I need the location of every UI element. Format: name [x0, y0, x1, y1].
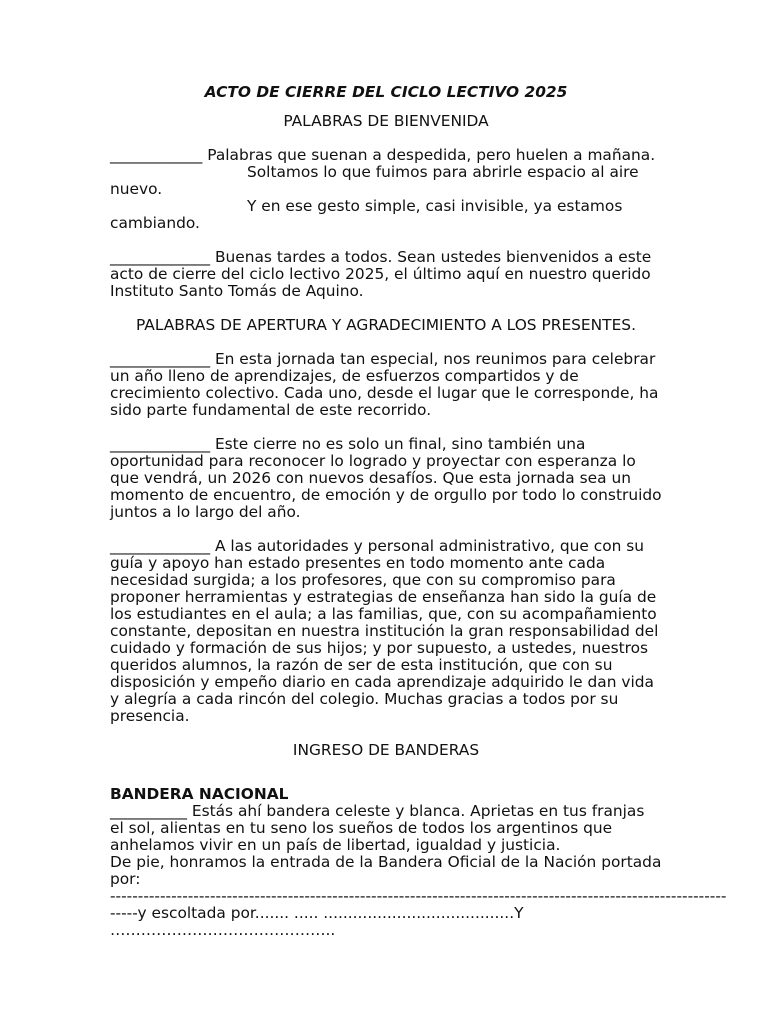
opening-text-2: Este cierre no es solo un final, sino también una oportunidad para reconocer lo logrado y proyectar con esperanza lo que vendrá, un 2026 con nuevos desafíos. Que esta jornada sea un momento de encuentro, de emoción y de orgullo por todo lo construido juntos a lo largo del año. [110, 435, 662, 521]
thanks-paragraph [110, 538, 662, 725]
section-heading-flags: INGRESO DE BANDERAS [292, 741, 480, 759]
opening-paragraph-1 [110, 351, 662, 419]
fill-in-dash-line: --------------------------------------------------------------------------------------------------------------- [110, 887, 727, 905]
thanks-text: A las autoridades y personal administrativo, que con su guía y apoyo han estado presentes en todo momento ante cada necesidad surgida; a los profesores, que con su compromiso para proponer herramientas y estrategias de enseñanza han sido la guía de los estudiantes en el aula; a las familias, que, con su acompañamiento constante, depositan en nuestra institución la gran responsabilidad del cuidado y formación de sus hijos; y por supuesto, a ustedes, nuestros queridos alumnos, la razón de ser de esta institución, que con su disposición y empeño diario en cada aprendizaje adquirido le dan vida y alegría a cada rincón del colegio. Muchas gracias a todos por su presencia. [110, 537, 659, 725]
flag-paragraph [110, 803, 662, 854]
welcome-line-5: cambiando. [110, 214, 200, 232]
opening-text-1: En esta jornada tan especial, nos reunimos para celebrar un año lleno de aprendizajes, de esfuerzos compartidos y de crecimiento colectivo. Cada uno, desde el lugar que le corresponde, ha sido parte fundamental de este recorrido. [110, 350, 659, 419]
welcome-paragraph [110, 147, 662, 232]
flag-subheading: BANDERA NACIONAL [110, 785, 289, 803]
welcome-text-1: Palabras que suenan a despedida, pero huelen a mañana. [202, 146, 656, 164]
speaker-blank: _____________ [110, 435, 211, 453]
welcome-line-3: nuevo. [110, 180, 163, 198]
document-title: ACTO DE CIERRE DEL CICLO LECTIVO 2025 [204, 83, 568, 101]
welcome-line-2: Soltamos lo que fuimos para abrirle espacio al aire [247, 163, 639, 181]
section-heading-welcome: PALABRAS DE BIENVENIDA [283, 112, 489, 130]
speaker-blank: ____________ [110, 146, 203, 164]
greeting-paragraph [110, 249, 662, 300]
flag-entrance-text: De pie, honramos la entrada de la Bandera Oficial de la Nación portada por: [110, 853, 662, 888]
welcome-line-1 [110, 147, 662, 164]
speaker-blank: _____________ [110, 350, 211, 368]
welcome-line-4: Y en ese gesto simple, casi invisible, ya estamos [247, 197, 623, 215]
speaker-blank: __________ [110, 802, 187, 820]
dots-line: …………………………………….. [110, 921, 336, 939]
escort-line: -----y escoltada por....... ..... .......................................Y [110, 904, 524, 922]
speaker-blank: _____________ [110, 248, 211, 266]
greeting-text: Buenas tardes a todos. Sean ustedes bienvenidos a este acto de cierre del ciclo lectivo 2025, el último aquí en nuestro querido Instituto Santo Tomás de Aquino. [110, 248, 652, 300]
section-heading-opening: PALABRAS DE APERTURA Y AGRADECIMIENTO A LOS PRESENTES. [136, 316, 636, 334]
speaker-blank: _____________ [110, 537, 211, 555]
opening-paragraph-2 [110, 436, 662, 521]
flag-text: Estás ahí bandera celeste y blanca. Aprietas en tus franjas el sol, alientas en tu seno los sueños de todos los argentinos que anhelamos vivir en un país de libertad, igualdad y justicia. [110, 802, 645, 854]
